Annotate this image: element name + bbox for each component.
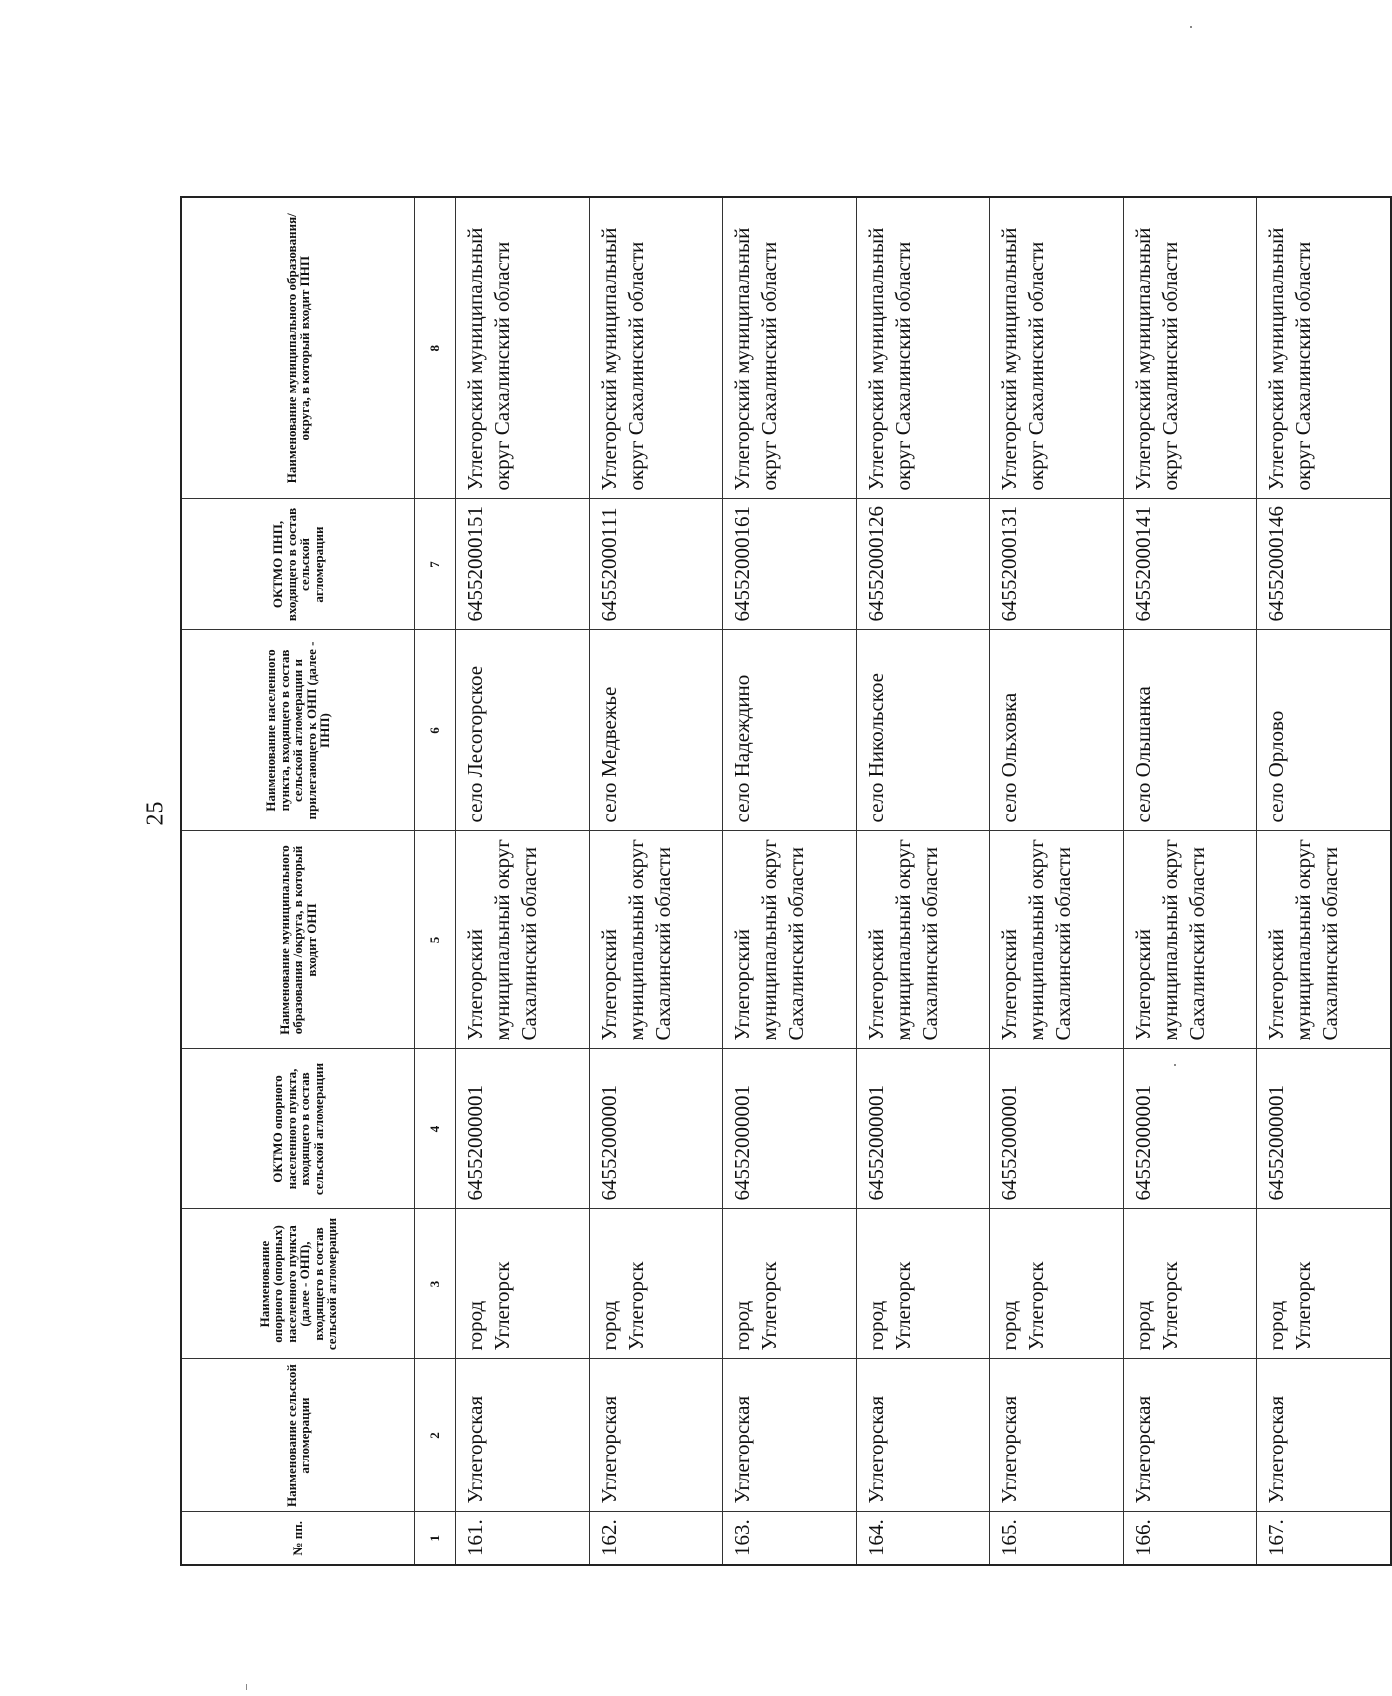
header-cell: ОКТМО ПНП, входящего в состав сельской агломерации	[181, 499, 415, 630]
header-cell: Наименование опорного (опорных) населенного пункта (далее - ОНП), входящего в состав сельской агломерации	[181, 1209, 415, 1359]
column-number: 5	[415, 831, 456, 1049]
scan-speck	[1190, 26, 1192, 28]
table-cell: Углегорский муниципальный округ Сахалинский области	[1123, 197, 1257, 499]
table-cell: город Углегорск	[856, 1209, 990, 1359]
table-cell: город Углегорск	[589, 1209, 723, 1359]
table-cell: 64552000001	[589, 1049, 723, 1209]
table-cell: 161.	[456, 1512, 590, 1565]
table-cell: 64552000001	[456, 1049, 590, 1209]
table-cell: 64552000131	[990, 499, 1124, 630]
table-cell: Углегорский муниципальный округ Сахалинский области	[1123, 831, 1257, 1049]
table-cell: Углегорский муниципальный округ Сахалинский области	[990, 831, 1124, 1049]
table-cell: Углегорский муниципальный округ Сахалинский области	[990, 197, 1124, 499]
table-cell: село Надеждино	[723, 630, 857, 831]
header-cell: Наименование муниципального образования /округа, в который входит ОНП	[181, 831, 415, 1049]
column-number: 8	[415, 197, 456, 499]
header-cell: Наименование сельской агломерации	[181, 1359, 415, 1512]
table-cell: село Лесогорское	[456, 630, 590, 831]
table-cell: 165.	[990, 1512, 1124, 1565]
table-cell: Углегорский муниципальный округ Сахалинский области	[456, 197, 590, 499]
table-cell: 64552000001	[1257, 1049, 1391, 1209]
table-cell: Углегорский муниципальный округ Сахалинский области	[589, 197, 723, 499]
table-cell: 64552000141	[1123, 499, 1257, 630]
table-cell: город Углегорск	[1257, 1209, 1391, 1359]
agglomeration-table	[180, 196, 1392, 1566]
table-cell: село Орлово	[1257, 630, 1391, 831]
table-row	[990, 197, 1124, 1565]
table-cell: 64552000151	[456, 499, 590, 630]
table-row	[1257, 197, 1391, 1565]
table-row	[456, 197, 590, 1565]
table-cell: 64552000001	[856, 1049, 990, 1209]
table-header-row	[181, 197, 415, 1565]
scan-speck	[246, 1684, 247, 1690]
table-cell: 64552000001	[723, 1049, 857, 1209]
table-cell: 64552000161	[723, 499, 857, 630]
table-cell: село Ольховка	[990, 630, 1124, 831]
table-cell: Углегорская	[856, 1359, 990, 1512]
column-number-row	[415, 197, 456, 1565]
table-cell: Углегорская	[589, 1359, 723, 1512]
header-cell: Наименование муниципального образования/округа, в который входит ПНП	[181, 197, 415, 499]
table-cell: Углегорская	[1123, 1359, 1257, 1512]
table-cell: Углегорская	[456, 1359, 590, 1512]
column-number: 4	[415, 1049, 456, 1209]
table-row	[1123, 197, 1257, 1565]
table-cell: село Ольшанка	[1123, 630, 1257, 831]
table-cell: Углегорский муниципальный округ Сахалинский области	[589, 831, 723, 1049]
table-row	[589, 197, 723, 1565]
column-number: 6	[415, 630, 456, 831]
column-number: 3	[415, 1209, 456, 1359]
header-cell: № пп.	[181, 1512, 415, 1565]
table-cell: город Углегорск	[723, 1209, 857, 1359]
table-cell: Углегорский муниципальный округ Сахалинский области	[856, 197, 990, 499]
table-row	[723, 197, 857, 1565]
table-cell: 164.	[856, 1512, 990, 1565]
table-cell: Углегорский муниципальный округ Сахалинский области	[723, 197, 857, 499]
column-number: 2	[415, 1359, 456, 1512]
table-cell: Углегорская	[990, 1359, 1124, 1512]
table-cell: город Углегорск	[1123, 1209, 1257, 1359]
table-cell: 64552000001	[990, 1049, 1124, 1209]
table-cell: 64552000001	[1123, 1049, 1257, 1209]
page-number: 25	[142, 801, 169, 826]
table-cell: 167.	[1257, 1512, 1391, 1565]
table-row	[856, 197, 990, 1565]
table-cell: 64552000111	[589, 499, 723, 630]
table-cell: Углегорская	[723, 1359, 857, 1512]
table-cell: село Медвежье	[589, 630, 723, 831]
table-cell: город Углегорск	[990, 1209, 1124, 1359]
column-number: 7	[415, 499, 456, 630]
table-body	[456, 197, 1392, 1565]
scan-speck	[1174, 1064, 1176, 1066]
table-cell: Углегорский муниципальный округ Сахалинский области	[1257, 197, 1391, 499]
table-cell: Углегорский муниципальный округ Сахалинский области	[723, 831, 857, 1049]
table-cell: 163.	[723, 1512, 857, 1565]
table-cell: 166.	[1123, 1512, 1257, 1565]
table-cell: 64552000146	[1257, 499, 1391, 630]
table-cell: город Углегорск	[456, 1209, 590, 1359]
header-cell: Наименование населенного пункта, входящего в состав сельской агломерации и прилегающего к ОНП (далее - ПНП)	[181, 630, 415, 831]
header-cell: ОКТМО опорного населенного пункта, входящего в состав сельской агломерации	[181, 1049, 415, 1209]
table-cell: село Никольское	[856, 630, 990, 831]
column-number: 1	[415, 1512, 456, 1565]
table-cell: 162.	[589, 1512, 723, 1565]
table-cell: Углегорская	[1257, 1359, 1391, 1512]
table-cell: Углегорский муниципальный округ Сахалинский области	[856, 831, 990, 1049]
rotated-table-wrapper	[180, 198, 1392, 1566]
table-cell: Углегорский муниципальный округ Сахалинский области	[456, 831, 590, 1049]
table-cell: 64552000126	[856, 499, 990, 630]
table-cell: Углегорский муниципальный округ Сахалинский области	[1257, 831, 1391, 1049]
